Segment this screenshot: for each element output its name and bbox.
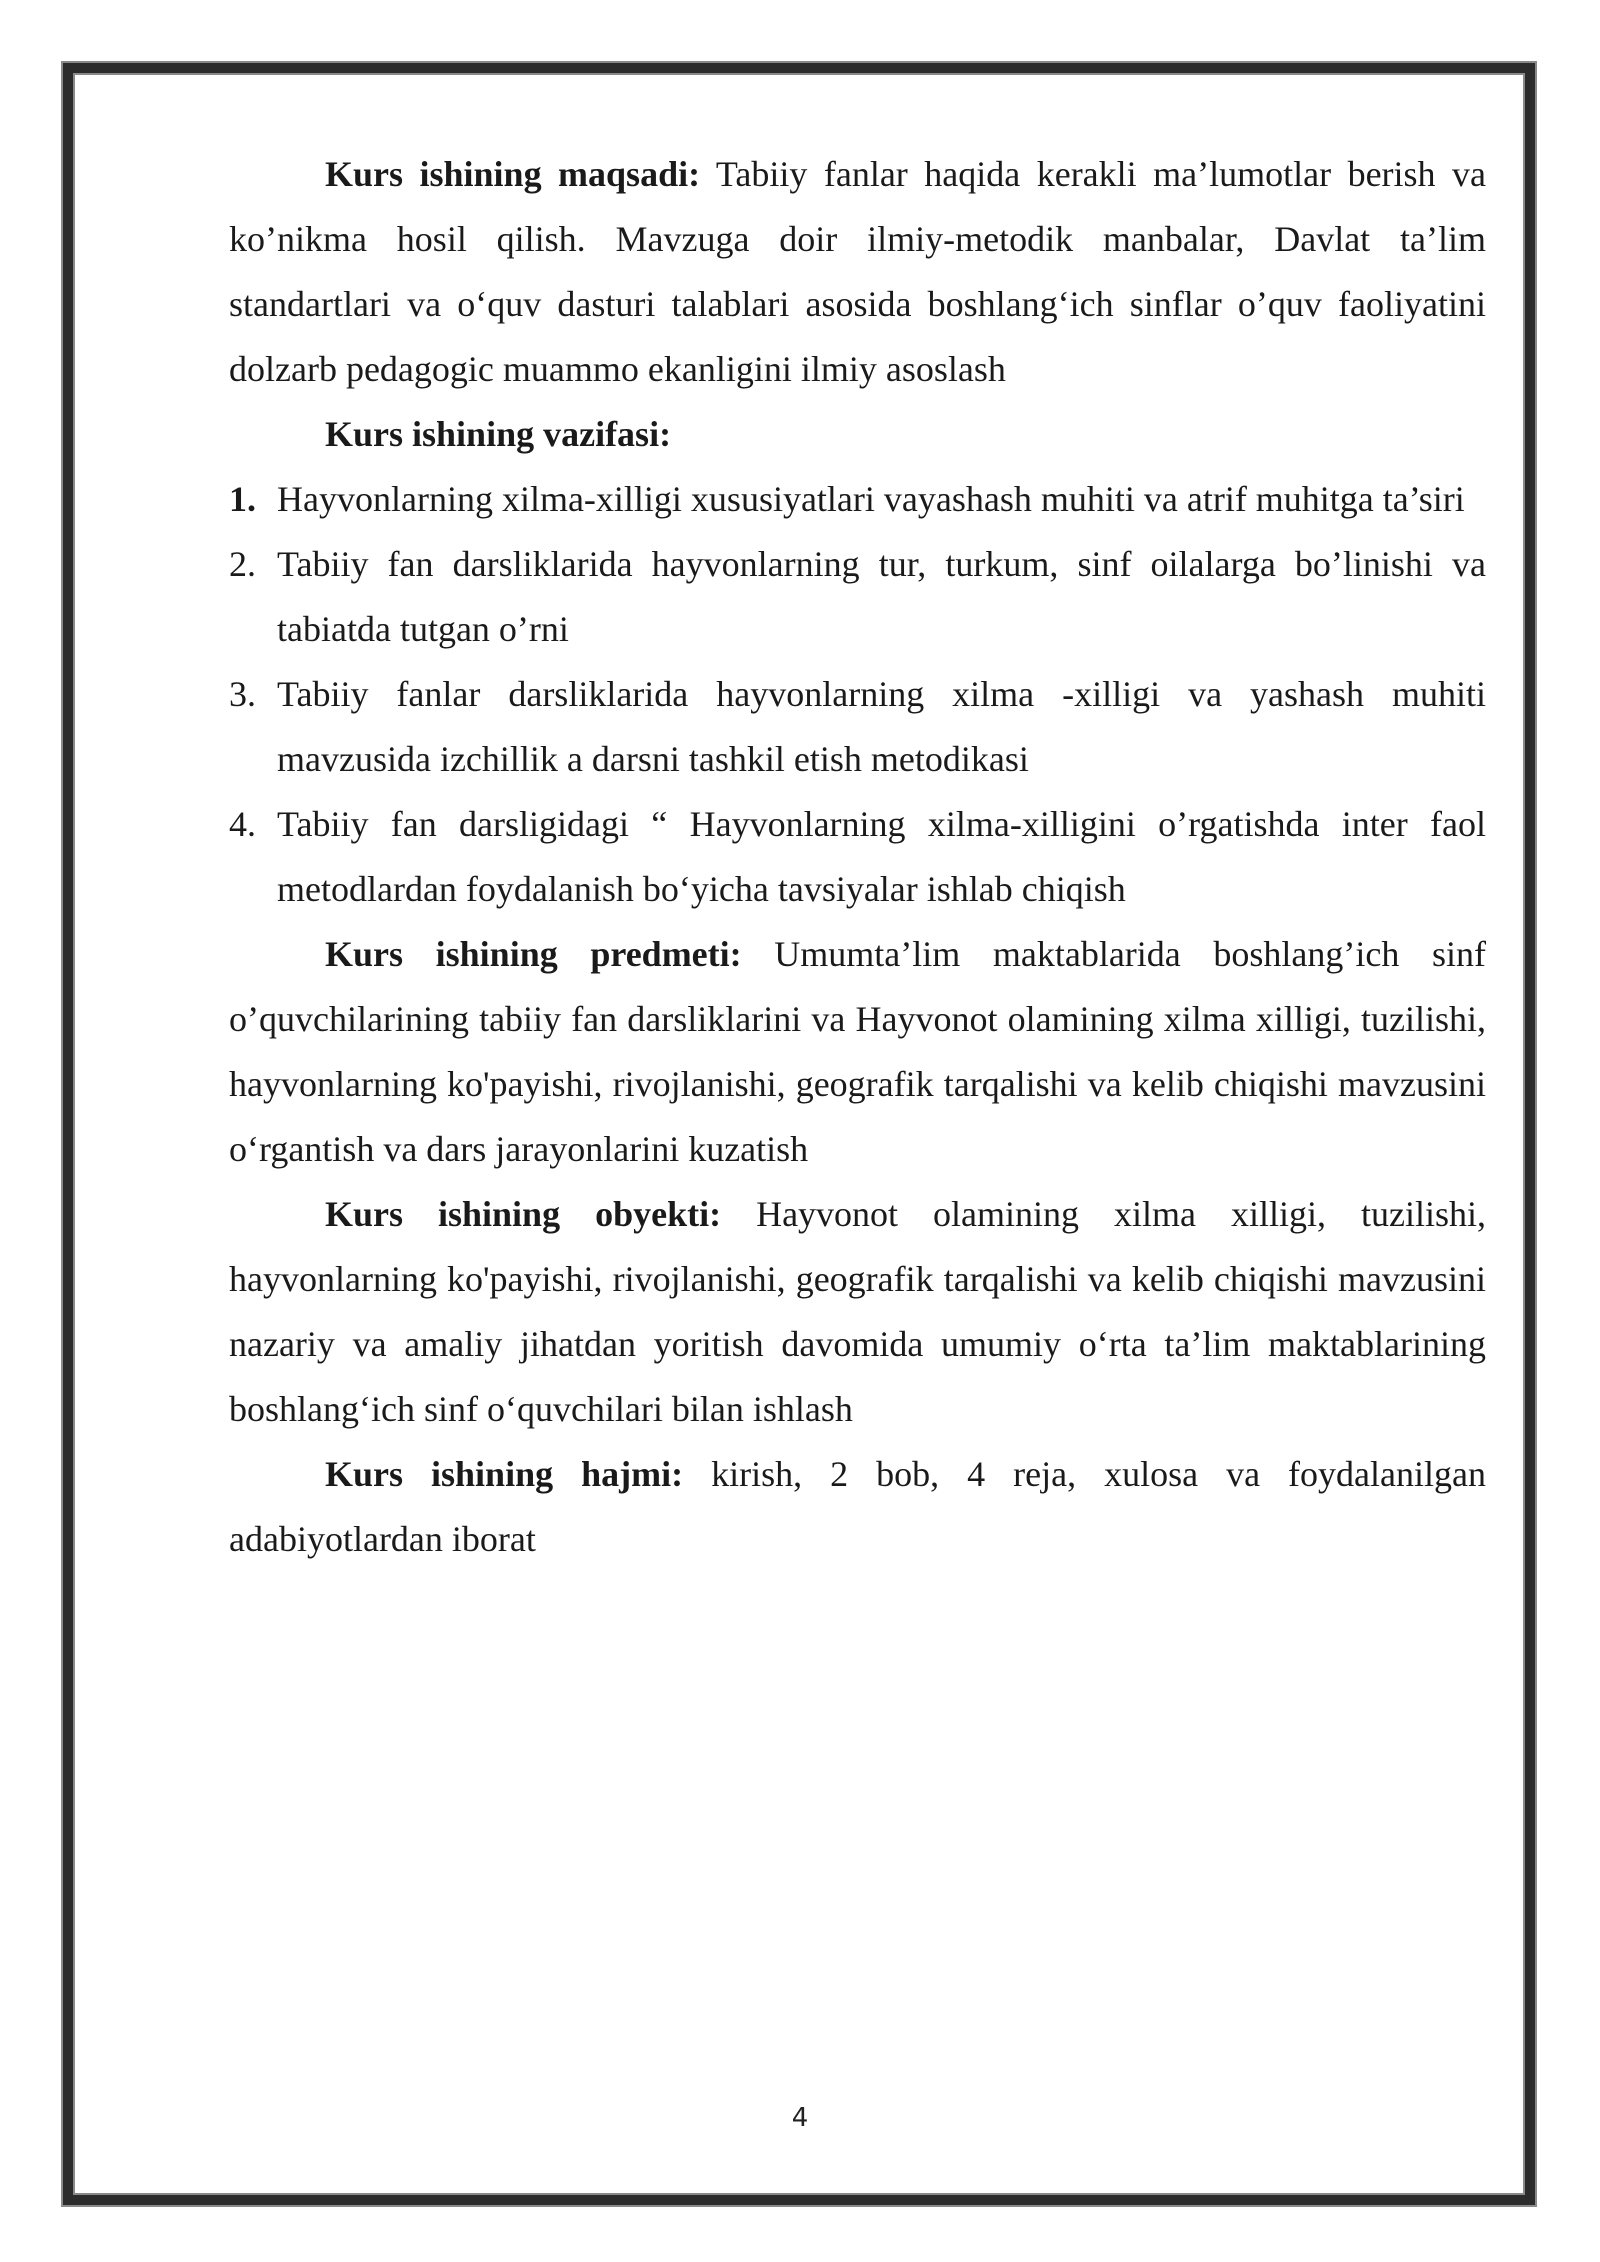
volume-text: kirish, 2 bob, 4 reja, xulosa va foydalanilgan adabiyotlardan iborat [229, 1454, 1486, 1559]
list-item [229, 532, 1486, 662]
tasks-heading: Kurs ishining vazifasi: [325, 414, 672, 454]
subject-label: Kurs ishining predmeti: [325, 934, 742, 974]
list-item [229, 467, 1486, 532]
list-item-text: Tabiiy fanlar darsliklarida hayvonlarning xilma -xilligi va yashash muhiti mavzusida izchillik a darsni tashkil etish metodikasi [277, 674, 1486, 779]
list-item [229, 662, 1486, 792]
subject-text: Umumta’lim maktablarida boshlang’ich sinf o’quvchilarining tabiiy fan darsliklarini va Hayvonot olamining xilma xilligi, tuzilishi, hayvonlarning ko'payishi, rivojlanishi, geografik tarqalishi va kelib chiqishi mavzusini o‘rgantish va dars jarayonlarini kuzatish [229, 934, 1486, 1169]
volume-paragraph [229, 1442, 1486, 1572]
goal-paragraph [229, 142, 1486, 402]
document-body [229, 142, 1486, 1572]
object-label: Kurs ishining obyekti: [325, 1194, 722, 1234]
list-item-number: 3. [229, 674, 256, 714]
subject-paragraph [229, 922, 1486, 1182]
object-paragraph [229, 1182, 1486, 1442]
list-item-text: Tabiiy fan darsligidagi “ Hayvonlarning xilma-xilligini o’rgatishda inter faol metodlardan foydalanish bo‘yicha tavsiyalar ishlab chiqish [277, 804, 1486, 909]
goal-text: Tabiiy fanlar haqida kerakli ma’lumotlar berish va ko’nikma hosil qilish. Mavzuga doir ilmiy-metodik manbalar, Davlat ta’lim standartlari va o‘quv dasturi talablari asosida boshlang‘ich sinflar o’quv faoliyatini dolzarb pedagogic muammo ekanligini ilmiy asoslash [229, 154, 1487, 389]
list-item-text: Tabiiy fan darsliklarida hayvonlarning tur, turkum, sinf oilalarga bo’linishi va tabiatda tutgan o’rni [277, 544, 1486, 649]
list-item-text: Hayvonlarning xilma-xilligi xususiyatlari vayashash muhiti va atrif muhitga ta’siri [277, 479, 1465, 519]
list-item-number: 4. [229, 804, 256, 844]
list-item-number: 1. [229, 479, 256, 519]
task-list [229, 467, 1486, 922]
page-number: 4 [791, 2103, 809, 2133]
object-text: Hayvonot olamining xilma xilligi, tuzilishi, hayvonlarning ko'payishi, rivojlanishi, geografik tarqalishi va kelib chiqishi mavzusini nazariy va amaliy jihatdan yoritish davomida umumiy o‘rta ta’lim maktablarining boshlang‘ich sinf o‘quvchilari bilan ishlash [229, 1194, 1486, 1429]
list-item [229, 792, 1486, 922]
volume-label: Kurs ishining hajmi: [325, 1454, 684, 1494]
goal-label: Kurs ishining maqsadi: [325, 154, 701, 194]
list-item-number: 2. [229, 544, 256, 584]
